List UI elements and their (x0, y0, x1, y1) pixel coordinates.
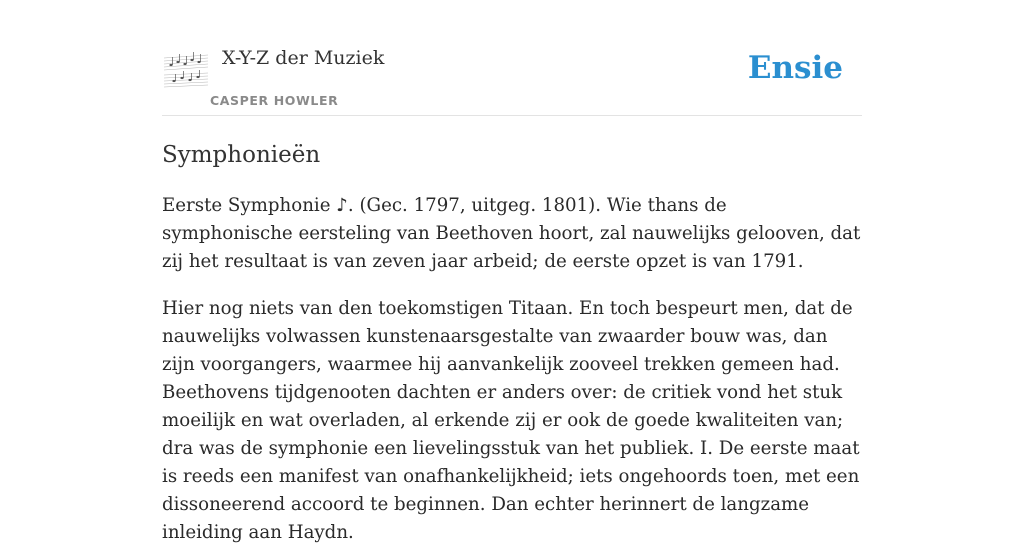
article-paragraph: Hier nog niets van den toekomstigen Titaan. En toch bespeurt men, dat de nauwelijks volwassen kunstenaarsgestalte van zwaarder bouw was, dan zijn voorgangers, waarmee hij aanvankelijk zooveel trekken gemeen had. Beethovens tijdgenooten dachten er anders over: de critiek vond het stuk moeilijk en wat overladen, al erkende zij er ook de goede kwaliteiten van; dra was de symphonie een lievelingsstuk van het publiek. I. De eerste maat is reeds een manifest van onafhankelijkheid; iets ongehoords toen, met een dissoneerend accoord te beginnen. Dan echter herinnert de langzame inleiding aan Haydn. (162, 298, 860, 543)
article-title: Symphonieën (162, 142, 321, 168)
article-content (162, 138, 862, 547)
book-title[interactable]: X-Y-Z der Muziek (222, 47, 385, 69)
sheet-music-icon[interactable] (162, 46, 210, 90)
article-paragraph: Eerste Symphonie ♪. (Gec. 1797, uitgeg. 1801). Wie thans de symphonische eersteling van Beethoven hoort, zal nauwelijks gelooven, dat zij het resultaat is van zeven jaar arbeid; de eerste opzet is van 1791. (162, 195, 861, 272)
book-author[interactable]: CASPER HOWLER (210, 93, 339, 108)
ensie-logo-link[interactable]: Ensie (747, 50, 843, 86)
page-header (162, 40, 862, 116)
